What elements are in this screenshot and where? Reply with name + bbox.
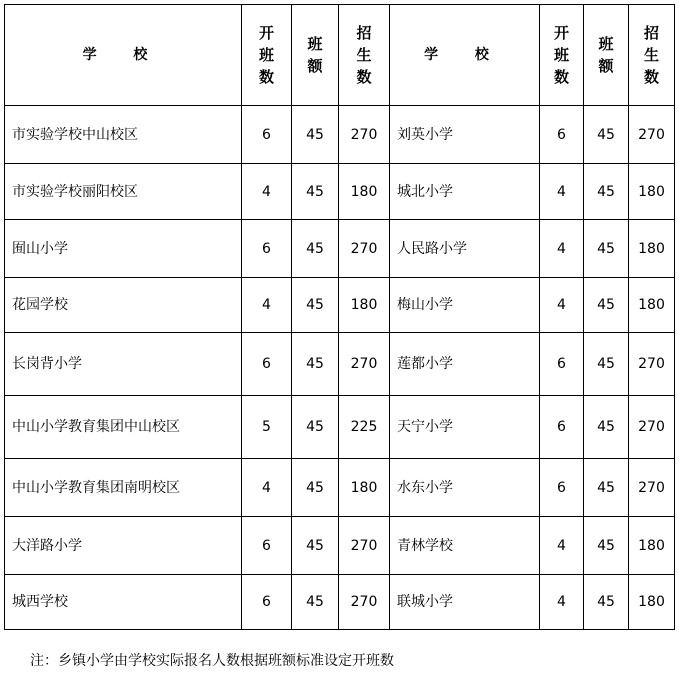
enrollment-count: 180 xyxy=(629,220,675,278)
class-count: 6 xyxy=(242,575,292,630)
enrollment-count: 270 xyxy=(629,459,675,517)
class-quota: 45 xyxy=(292,106,339,164)
enrollment-count: 270 xyxy=(339,517,390,575)
class-count: 4 xyxy=(540,575,584,630)
school-name: 市实验学校中山校区 xyxy=(5,106,242,164)
school-name: 城西学校 xyxy=(5,575,242,630)
class-count: 4 xyxy=(242,278,292,333)
table-row xyxy=(5,278,675,333)
class-count: 6 xyxy=(242,220,292,278)
class-quota: 45 xyxy=(584,220,629,278)
table-row xyxy=(5,396,675,459)
class-count: 4 xyxy=(540,278,584,333)
enrollment-count: 270 xyxy=(339,220,390,278)
header-classes xyxy=(242,5,292,106)
class-quota: 45 xyxy=(584,575,629,630)
school-name: 联城小学 xyxy=(390,575,540,630)
class-quota: 45 xyxy=(292,575,339,630)
enrollment-count: 180 xyxy=(339,459,390,517)
class-quota: 45 xyxy=(584,278,629,333)
class-count: 4 xyxy=(242,459,292,517)
header-quota xyxy=(292,5,339,106)
table-row xyxy=(5,333,675,396)
enrollment-count: 180 xyxy=(629,575,675,630)
table-row xyxy=(5,164,675,220)
class-quota: 45 xyxy=(584,396,629,459)
school-name: 水东小学 xyxy=(390,459,540,517)
class-count: 4 xyxy=(540,220,584,278)
header-enrollment-label-2: 招生数 xyxy=(643,24,659,86)
class-count: 6 xyxy=(242,517,292,575)
header-quota-label: 班额 xyxy=(307,35,323,75)
class-quota: 45 xyxy=(292,278,339,333)
enrollment-count: 270 xyxy=(339,106,390,164)
class-count: 6 xyxy=(540,459,584,517)
class-quota: 45 xyxy=(292,220,339,278)
header-classes-label-2: 开班数 xyxy=(553,24,569,86)
class-count: 6 xyxy=(540,106,584,164)
enrollment-count: 270 xyxy=(629,396,675,459)
school-name: 刘英小学 xyxy=(390,106,540,164)
school-name: 市实验学校丽阳校区 xyxy=(5,164,242,220)
school-name: 大洋路小学 xyxy=(5,517,242,575)
class-count: 4 xyxy=(540,164,584,220)
enrollment-count: 180 xyxy=(629,164,675,220)
table-row xyxy=(5,575,675,630)
enrollment-count: 225 xyxy=(339,396,390,459)
header-school-2: 学 校 xyxy=(390,5,540,106)
school-name: 中山小学教育集团南明校区 xyxy=(5,459,242,517)
class-quota: 45 xyxy=(584,517,629,575)
class-count: 6 xyxy=(540,333,584,396)
class-quota: 45 xyxy=(584,106,629,164)
class-quota: 45 xyxy=(292,517,339,575)
class-quota: 45 xyxy=(584,164,629,220)
school-name: 花园学校 xyxy=(5,278,242,333)
enrollment-count: 270 xyxy=(629,106,675,164)
school-name: 天宁小学 xyxy=(390,396,540,459)
header-classes-label: 开班数 xyxy=(258,24,274,86)
table-row xyxy=(5,220,675,278)
school-name: 城北小学 xyxy=(390,164,540,220)
header-classes-2 xyxy=(540,5,584,106)
class-count: 4 xyxy=(540,517,584,575)
class-quota: 45 xyxy=(584,333,629,396)
table-row xyxy=(5,106,675,164)
table-row xyxy=(5,517,675,575)
school-name: 中山小学教育集团中山校区 xyxy=(5,396,242,459)
school-name: 梅山小学 xyxy=(390,278,540,333)
class-quota: 45 xyxy=(584,459,629,517)
school-name: 莲都小学 xyxy=(390,333,540,396)
enrollment-count: 270 xyxy=(339,575,390,630)
enrollment-count: 270 xyxy=(339,333,390,396)
enrollment-table xyxy=(4,4,675,630)
class-quota: 45 xyxy=(292,459,339,517)
school-name: 长岗背小学 xyxy=(5,333,242,396)
class-count: 6 xyxy=(242,106,292,164)
enrollment-count: 180 xyxy=(629,517,675,575)
header-quota-label-2: 班额 xyxy=(598,35,614,75)
enrollment-count: 270 xyxy=(629,333,675,396)
school-name: 囿山小学 xyxy=(5,220,242,278)
table-row xyxy=(5,459,675,517)
enrollment-count: 180 xyxy=(339,164,390,220)
header-row xyxy=(5,5,675,106)
class-quota: 45 xyxy=(292,164,339,220)
footnote: 注：乡镇小学由学校实际报名人数根据班额标准设定开班数 xyxy=(30,653,394,669)
school-name: 青林学校 xyxy=(390,517,540,575)
class-quota: 45 xyxy=(292,333,339,396)
enrollment-count: 180 xyxy=(339,278,390,333)
school-name: 人民路小学 xyxy=(390,220,540,278)
class-count: 6 xyxy=(242,333,292,396)
class-quota: 45 xyxy=(292,396,339,459)
class-count: 6 xyxy=(540,396,584,459)
header-enrollment-label: 招生数 xyxy=(356,24,372,86)
header-enrollment-2 xyxy=(629,5,675,106)
header-enrollment xyxy=(339,5,390,106)
class-count: 5 xyxy=(242,396,292,459)
class-count: 4 xyxy=(242,164,292,220)
header-quota-2 xyxy=(584,5,629,106)
header-school: 学 校 xyxy=(5,5,242,106)
enrollment-count: 180 xyxy=(629,278,675,333)
